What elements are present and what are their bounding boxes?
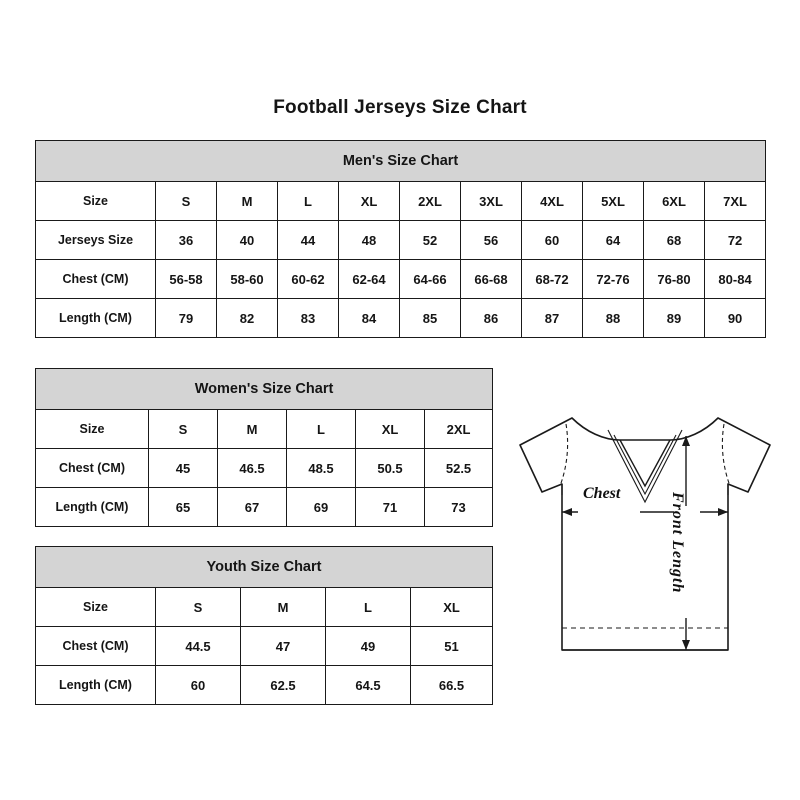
table-row [36,410,493,449]
cell: 6XL [644,182,705,221]
cell: 72 [705,221,766,260]
cell: 87 [522,299,583,338]
cell: XL [411,588,493,627]
cell: 44 [278,221,339,260]
cell: 60 [156,666,241,705]
cell: L [278,182,339,221]
cell: 73 [425,488,493,527]
cell: Jerseys Size [36,221,156,260]
cell: 50.5 [356,449,425,488]
womens-section-header: Women's Size Chart [36,369,493,410]
cell: Size [36,588,156,627]
cell: 52 [400,221,461,260]
cell: 68 [644,221,705,260]
cell: 60 [522,221,583,260]
cell: 88 [583,299,644,338]
cell: 48 [339,221,400,260]
mens-section-header: Men's Size Chart [36,141,766,182]
table-row [36,547,493,588]
cell: 40 [217,221,278,260]
cell: 80-84 [705,260,766,299]
tshirt-icon [500,400,790,690]
cell: Size [36,182,156,221]
youth-size-chart [35,546,492,705]
cell: XL [339,182,400,221]
table-row [36,488,493,527]
table-row [36,627,493,666]
jersey-diagram [500,400,790,690]
table-row [36,369,493,410]
womens-size-table [35,368,493,527]
cell: 49 [326,627,411,666]
cell: 3XL [461,182,522,221]
cell: 86 [461,299,522,338]
cell: 67 [218,488,287,527]
cell: 62-64 [339,260,400,299]
cell: 4XL [522,182,583,221]
cell: Length (CM) [36,666,156,705]
youth-size-table [35,546,493,705]
cell: Chest (CM) [36,260,156,299]
cell: 66.5 [411,666,493,705]
table-row [36,666,493,705]
cell: 7XL [705,182,766,221]
cell: M [218,410,287,449]
table-row [36,299,766,338]
cell: Chest (CM) [36,449,149,488]
cell: 90 [705,299,766,338]
cell: S [156,588,241,627]
table-row [36,221,766,260]
chest-measure-label: Chest [583,485,621,502]
cell: Length (CM) [36,488,149,527]
cell: Size [36,410,149,449]
cell: 52.5 [425,449,493,488]
cell: 60-62 [278,260,339,299]
cell: 47 [241,627,326,666]
cell: 82 [217,299,278,338]
cell: 66-68 [461,260,522,299]
cell: 68-72 [522,260,583,299]
cell: 76-80 [644,260,705,299]
cell: L [326,588,411,627]
cell: 64.5 [326,666,411,705]
cell: XL [356,410,425,449]
cell: 45 [149,449,218,488]
cell: M [217,182,278,221]
cell: 62.5 [241,666,326,705]
cell: 79 [156,299,217,338]
table-row [36,182,766,221]
cell: 65 [149,488,218,527]
cell: 36 [156,221,217,260]
mens-size-chart [35,140,765,338]
cell: 72-76 [583,260,644,299]
cell: 56-58 [156,260,217,299]
cell: L [287,410,356,449]
cell: 84 [339,299,400,338]
cell: 51 [411,627,493,666]
cell: 44.5 [156,627,241,666]
cell: 2XL [425,410,493,449]
cell: 89 [644,299,705,338]
cell: 46.5 [218,449,287,488]
cell: M [241,588,326,627]
front-length-measure-label: Front Length [669,492,686,594]
youth-section-header: Youth Size Chart [36,547,493,588]
mens-size-table [35,140,766,338]
cell: 69 [287,488,356,527]
cell: 5XL [583,182,644,221]
cell: 58-60 [217,260,278,299]
cell: S [149,410,218,449]
cell: Length (CM) [36,299,156,338]
cell: 2XL [400,182,461,221]
cell: 48.5 [287,449,356,488]
page-title: Football Jerseys Size Chart [273,97,527,118]
cell: 56 [461,221,522,260]
table-row [36,260,766,299]
womens-size-chart [35,368,492,527]
table-row [36,588,493,627]
cell: 64 [583,221,644,260]
table-row [36,141,766,182]
cell: Chest (CM) [36,627,156,666]
cell: S [156,182,217,221]
cell: 64-66 [400,260,461,299]
table-row [36,449,493,488]
cell: 85 [400,299,461,338]
cell: 71 [356,488,425,527]
cell: 83 [278,299,339,338]
